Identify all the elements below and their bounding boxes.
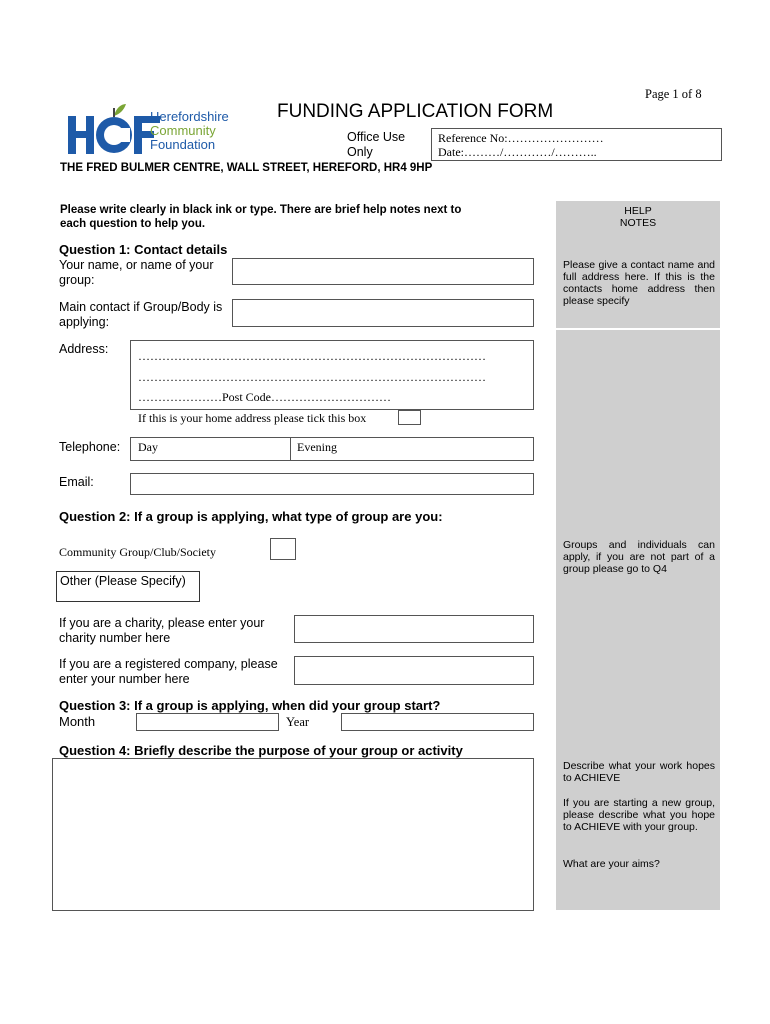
month-label: Month: [59, 714, 96, 729]
community-group-label: Community Group/Club/Society: [59, 545, 217, 559]
page-number: Page 1 of 8: [645, 87, 702, 101]
telephone-label: Telephone:: [59, 440, 121, 454]
office-use-label: Office Use Only: [347, 130, 406, 159]
day-label: Day: [138, 440, 158, 454]
form-title: FUNDING APPLICATION FORM: [277, 101, 554, 122]
office-use-box: [431, 128, 722, 161]
home-address-tick-label: If this is your home address please tick this box: [138, 411, 367, 425]
charity-number-input[interactable]: [294, 615, 534, 643]
telephone-day-input[interactable]: [130, 437, 291, 461]
name-label: Your name, or name of your group:: [59, 258, 214, 287]
email-input[interactable]: [130, 473, 534, 495]
purpose-textarea[interactable]: [52, 758, 534, 911]
date-field[interactable]: Date:………/…………/………..: [438, 145, 597, 159]
instructions: Please write clearly in black ink or type. There are brief help notes next to each question to help you.: [60, 204, 462, 230]
address-label: Address:: [59, 342, 109, 356]
name-input[interactable]: [232, 258, 534, 285]
logo-line3: Foundation: [150, 137, 216, 152]
other-specify-label: Other (Please Specify): [60, 574, 186, 588]
address-line-2: ……………………………………………………………………………: [138, 370, 486, 384]
month-input[interactable]: [136, 713, 279, 731]
q4-help-text-1: Describe what your work hopes to ACHIEVE: [563, 760, 715, 784]
company-label: If you are a registered company, please enter your number here: [59, 657, 278, 686]
year-input[interactable]: [341, 713, 534, 731]
address-line-1: ……………………………………………………………………………: [138, 349, 486, 363]
main-contact-label: Main contact if Group/Body is applying:: [59, 300, 223, 329]
community-group-checkbox[interactable]: [270, 538, 296, 560]
q2-title: Question 2: If a group is applying, what type of group are you:: [59, 509, 443, 524]
reference-field[interactable]: Reference No:……………………: [438, 131, 604, 145]
logo-line2: Community: [150, 123, 216, 138]
evening-label: Evening: [297, 440, 337, 454]
centre-address: THE FRED BULMER CENTRE, WALL STREET, HEREFORD, HR4 9HP: [60, 162, 433, 174]
company-number-input[interactable]: [294, 656, 534, 685]
year-label: Year: [286, 715, 310, 729]
q1-help-text: Please give a contact name and full address here. If this is the contacts home address then please specify: [563, 259, 715, 307]
charity-label: If you are a charity, please enter your charity number here: [59, 616, 265, 645]
q2-help-text: Groups and individuals can apply, if you are not part of a group please go to Q4: [563, 539, 715, 575]
hcf-logo: [66, 100, 261, 160]
q4-title: Question 4: Briefly describe the purpose of your group or activity: [59, 743, 463, 758]
q4-help-text-2: If you are starting a new group, please describe what you hope to ACHIEVE with your group.: [563, 797, 715, 833]
postcode-line: …………………Post Code…………………………: [138, 390, 392, 404]
q4-help-text-3: What are your aims?: [563, 858, 660, 870]
email-label: Email:: [59, 475, 94, 489]
telephone-evening-input[interactable]: [290, 437, 534, 461]
q1-title: Question 1: Contact details: [59, 242, 228, 257]
logo-line1: Herefordshire: [150, 109, 229, 124]
help-notes-header: HELP NOTES: [619, 205, 657, 229]
q3-title: Question 3: If a group is applying, when did your group start?: [59, 698, 441, 713]
main-contact-input[interactable]: [232, 299, 534, 327]
home-address-checkbox[interactable]: [398, 410, 421, 425]
other-specify-field[interactable]: [56, 571, 200, 602]
